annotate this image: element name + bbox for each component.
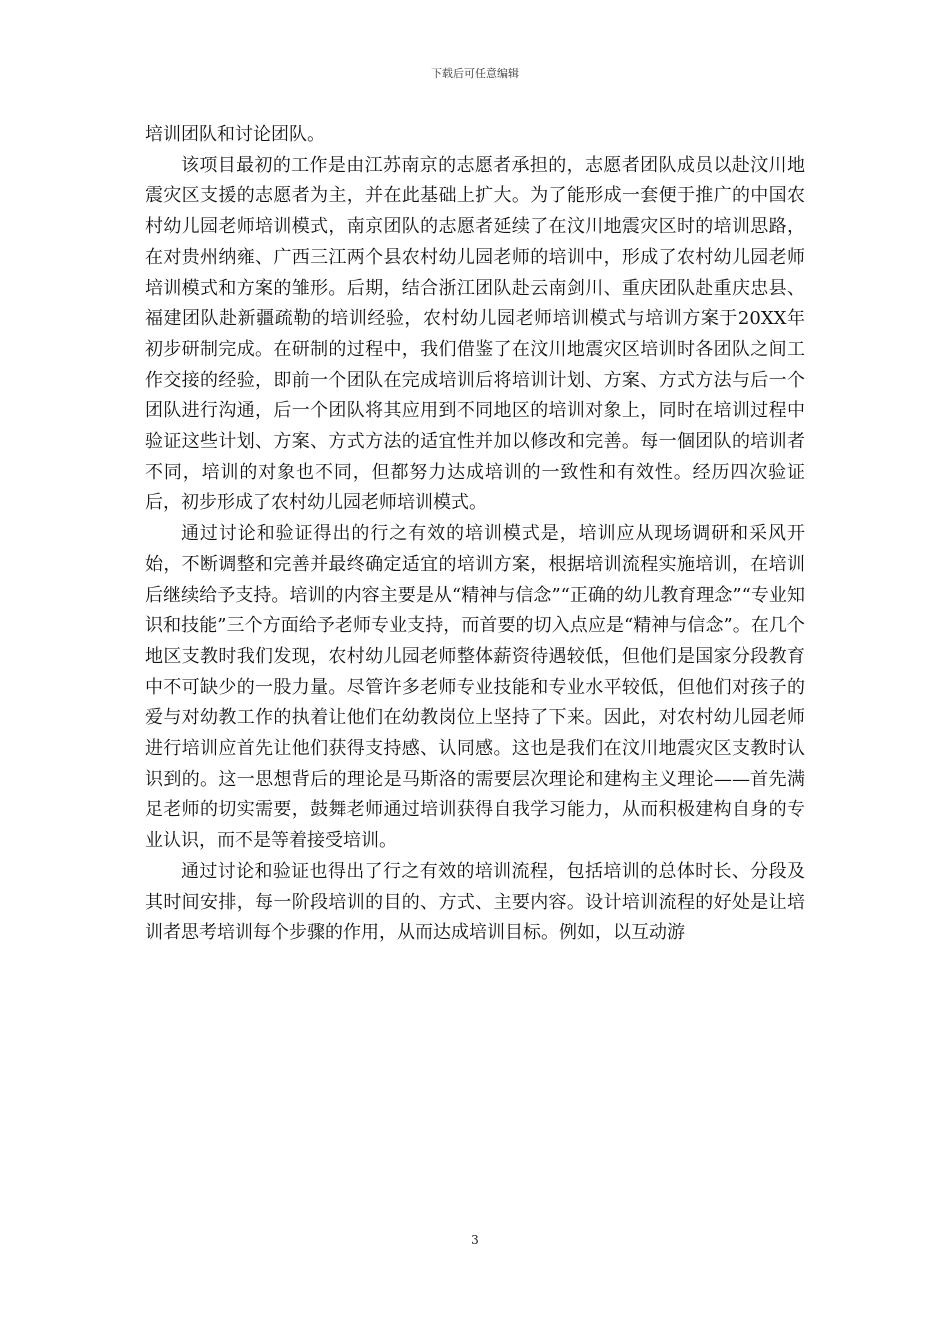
paragraph-training-model: 通过讨论和验证得出的行之有效的培训模式是，培训应从现场调研和采风开始，不断调整和完善并最终确定适宜的培训方案，根据培训流程实施培训，在培训后继续给予支持。培训的内容主要是从“精神与信念”“正确的幼儿教育理念”“专业知识和技能”三个方面给予老师专业支持，而首要的切入点应是“精神与信念”。在几个地区支教时我们发现，农村幼儿园老师整体薪资待遇较低，但他们是国家分段教育中不可缺少的一股力量。尽管许多老师专业技能和专业水平较低，但他们对孩子的爱与对幼教工作的执着让他们在幼教岗位上坚持了下来。因此，对农村幼儿园老师进行培训应首先让他们获得支持感、认同感。这也是我们在汶川地震灾区支教时认识到的。这一思想背后的理论是马斯洛的需要层次理论和建构主义理论——首先满足老师的切实需要，鼓舞老师通过培训获得自我学习能力，从而积极建构自身的专业认识，而不是等着接受培训。: [145, 523, 805, 852]
paragraph-continuation: 培训团队和讨论团队。: [145, 124, 325, 145]
paragraph-project-history: 该项目最初的工作是由江苏南京的志愿者承担的，志愿者团队成员以赴汶川地震灾区支援的志愿者为主，并在此基础上扩大。为了能形成一套便于推广的中国农村幼儿园老师培训模式，南京团队的志愿者延续了在汶川地震灾区时的培训思路，在对贵州纳雍、广西三江两个县农村幼儿园老师的培训中，形成了农村幼儿园老师培训模式和方案的雏形。后期，结合浙江团队赴云南剑川、重庆团队赴重庆忠县、福建团队赴新疆疏勒的培训经验，农村幼儿园老师培训模式与培训方案于20XX年初步研制完成。在研制的过程中，我们借鉴了在汶川地震灾区培训时各团队之间工作交接的经验，即前一个团队在完成培训后将培训计划、方案、方式方法与后一个团队进行沟通，后一个团队将其应用到不同地区的培训对象上，同时在培训过程中验证这些计划、方案、方式方法的适宜性并加以修改和完善。每一個团队的培训者不同，培训的对象也不同，但都努力达成培训的一致性和有效性。经历四次验证后，初步形成了农村幼儿园老师培训模式。: [145, 154, 805, 514]
page-header-note: 下载后可任意编辑: [431, 67, 519, 80]
document-body: [145, 120, 805, 949]
paragraph-training-process: 通过讨论和验证也得出了行之有效的培训流程，包括培训的总体时长、分段及其时间安排，每一阶段培训的目的、方式、主要内容。设计培训流程的好处是让培训者思考培训每个步骤的作用，从而达成培训目标。例如，以互动游: [145, 860, 805, 944]
page-number: 3: [471, 1233, 479, 1247]
